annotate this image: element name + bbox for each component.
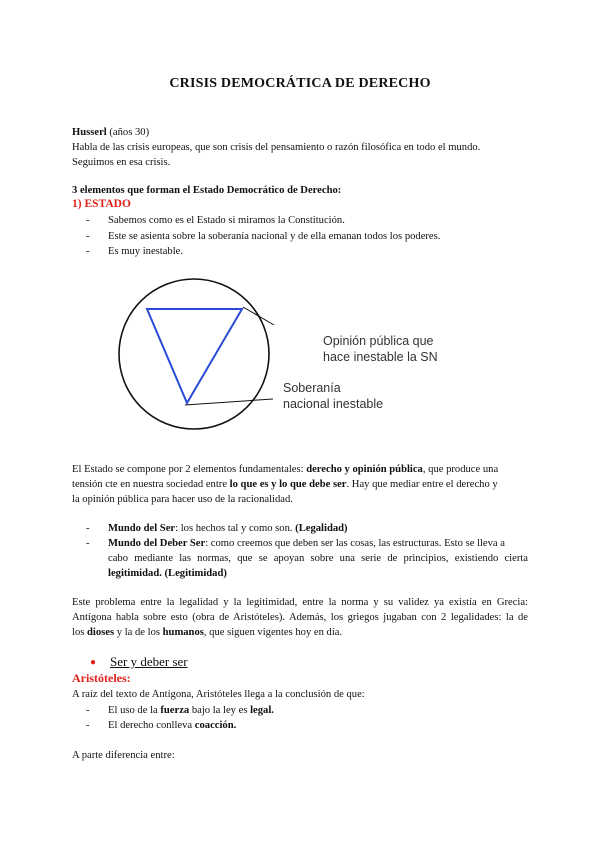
estado-item-text: Este se asienta sobre la soberanía nacional y de ella emanan todos los poderes. <box>108 231 441 242</box>
dash-icon: - <box>86 523 90 534</box>
dash-icon: - <box>86 538 90 549</box>
para1-line-1: El Estado se compone por 2 elementos fundamentales: derecho y opinión pública, que produce una <box>72 464 499 475</box>
deber-ser-line-2: cabo mediante las normas, que se apoyan sobre una serie de principios, existiendo cierta <box>108 553 528 564</box>
red-dot-icon: ● <box>90 657 97 668</box>
dash-icon: - <box>86 246 90 257</box>
deber-ser-item: - Mundo del Deber Ser: como creemos que deben ser las cosas, las estructuras. Esto se lleva a <box>86 538 505 549</box>
husserl-name: Husserl <box>72 127 107 138</box>
label-soberania-line-2: nacional inestable <box>283 397 384 411</box>
deber-ser-line-3: legitimidad. (Legitimidad) <box>108 568 227 579</box>
section-ser-y-deber-ser: Ser y deber ser <box>110 654 188 669</box>
estado-item-text: Es muy inestable. <box>108 246 184 257</box>
ser-item: - Mundo del Ser: los hechos tal y como son. (Legalidad) <box>86 523 348 534</box>
husserl-text-1: Habla de las crisis europeas, que son crisis del pensamiento o razón filosófica en todo el mundo. <box>72 142 481 153</box>
para1-line-3: la opinión pública para hacer uso de la racionalidad. <box>72 494 293 505</box>
husserl-years: (años 30) <box>106 127 150 138</box>
aristoteles-heading: Aristóteles: <box>72 671 131 685</box>
para2-line-1: Este problema entre la legalidad y la legitimidad, entre la norma y su validez ya existía en Grecia: <box>72 597 528 608</box>
inverted-triangle <box>147 309 242 403</box>
aristoteles-item: - El derecho conlleva coacción. <box>86 720 237 731</box>
state-diagram <box>115 276 275 436</box>
dash-icon: - <box>86 231 90 242</box>
para2-line-2: Antígona habla sobre esto (obra de Aristóteles). Además, los griegos jugaban con 2 legalidades: la de <box>72 612 528 623</box>
dash-icon: - <box>86 705 90 716</box>
dash-icon: - <box>86 720 90 731</box>
pointer-line-opinion <box>243 307 274 325</box>
husserl-line <box>72 125 532 141</box>
para2-line-3: los dioses y la de los humanos, que siguen vigentes hoy en día. <box>72 627 343 638</box>
pointer-line-soberania <box>185 396 275 408</box>
estado-item <box>86 213 538 228</box>
label-soberania <box>283 380 423 412</box>
aristoteles-item: - El uso de la fuerza bajo la ley es legal. <box>86 705 274 716</box>
label-opinion <box>323 333 493 365</box>
label-soberania-line-1: Soberanía <box>283 381 341 395</box>
aristoteles-intro: A raíz del texto de Antígona, Aristóteles llega a la conclusión de que: <box>72 689 365 700</box>
label-opinion-line-1: Opinión pública que <box>323 334 434 348</box>
estado-item-text: Sabemos como es el Estado si miramos la Constitución. <box>108 215 345 226</box>
dash-icon: - <box>86 215 90 226</box>
elements-heading: 3 elementos que forman el Estado Democrático de Derecho: <box>72 185 342 196</box>
estado-item <box>86 229 538 244</box>
estado-item <box>86 244 538 259</box>
para1-line-2: tensión cte en nuestra sociedad entre lo que es y lo que debe ser. Hay que mediar entre el derecho y <box>72 479 498 490</box>
husserl-text-2: Seguimos en esa crisis. <box>72 157 171 168</box>
estado-heading: 1) ESTADO <box>72 198 131 210</box>
label-opinion-line-2: hace inestable la SN <box>323 350 438 364</box>
final-line: A parte diferencia entre: <box>72 750 175 761</box>
document-title: CRISIS DEMOCRÁTICA DE DERECHO <box>169 76 431 91</box>
